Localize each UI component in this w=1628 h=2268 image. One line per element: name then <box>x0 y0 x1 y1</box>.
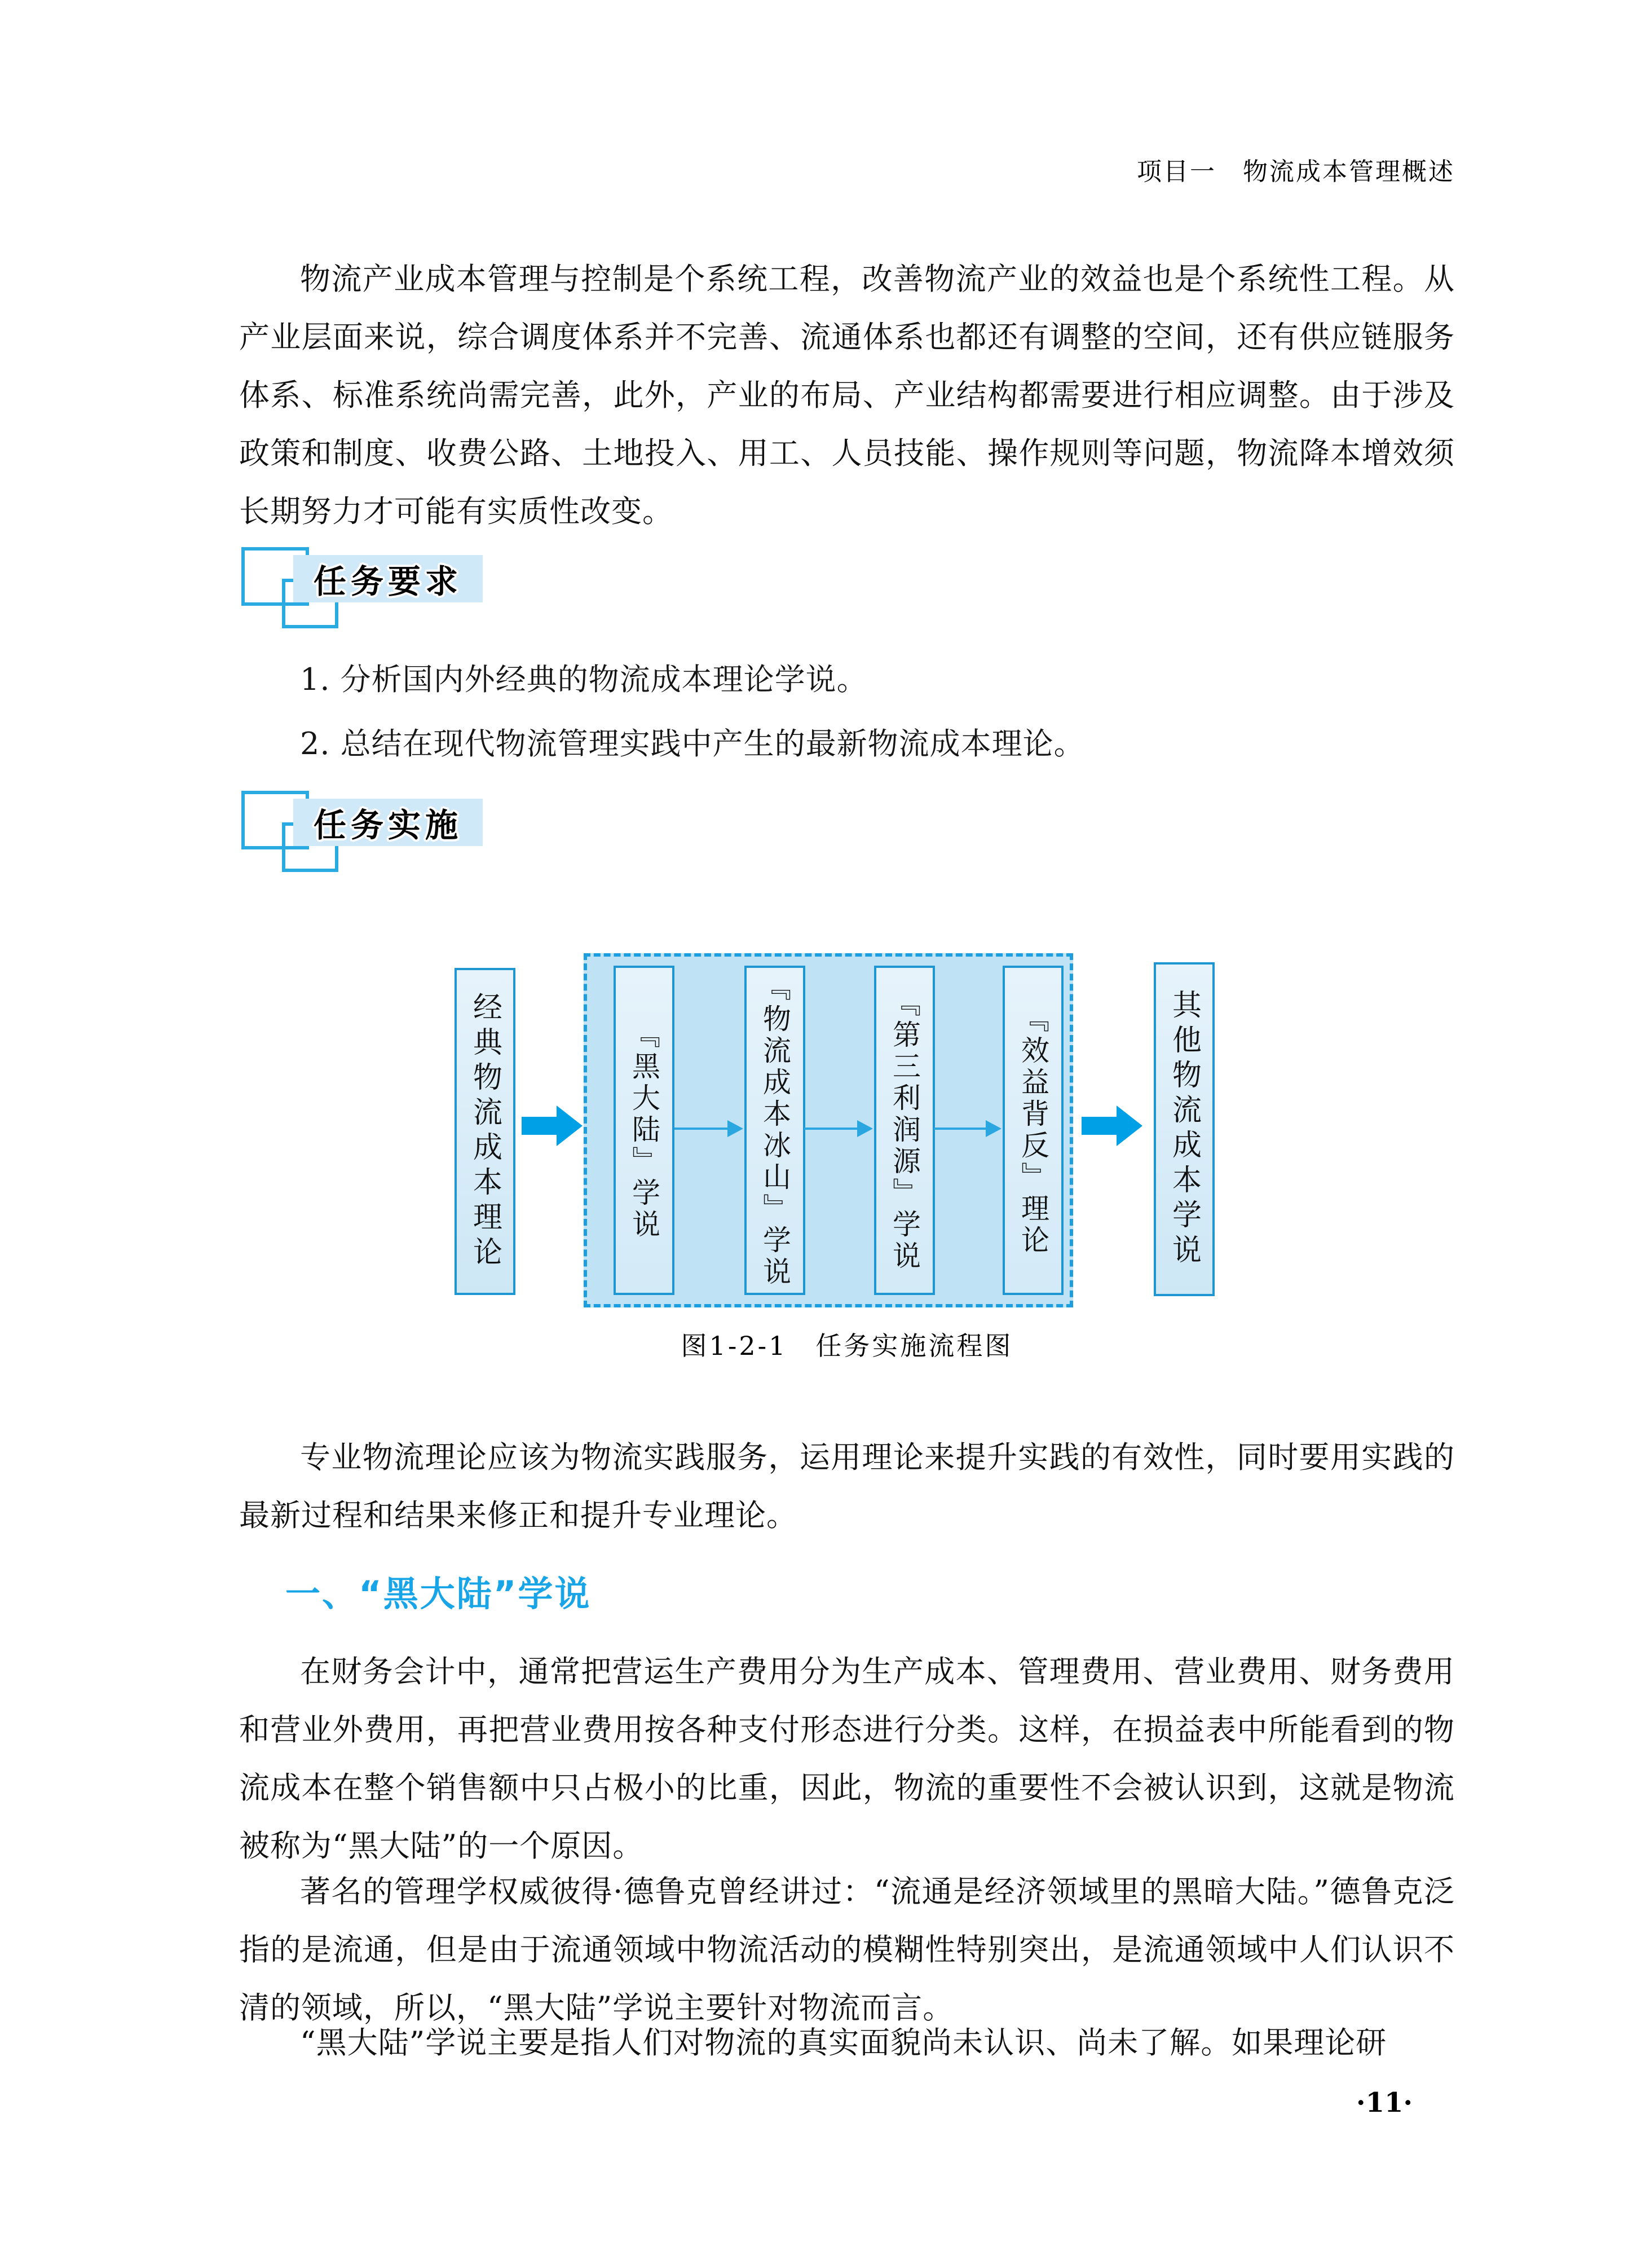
page-header: 项目一 物流成本管理概述 <box>1137 157 1455 186</box>
diagram-box-black-continent: 『黑大陆』学说 <box>614 966 674 1295</box>
section1-paragraph-3: “黑大陆”学说主要是指人们对物流的真实面貌尚未认识、尚未了解。如果理论研 <box>300 2025 1387 2060</box>
section-heading-black-continent: 一、“黑大陆”学说 <box>285 1573 592 1614</box>
diagram-box-other-theories: 其他物流成本学说 <box>1154 962 1215 1296</box>
task-implementation-title: 任务实施 <box>293 799 483 846</box>
figure-caption: 图1-2-1 任务实施流程图 <box>681 1331 1013 1361</box>
diagram-dashed-container <box>584 953 1073 1307</box>
diagram-box-cost-iceberg: 『物流成本冰山』学说 <box>744 966 805 1295</box>
arrow-head <box>1117 1106 1142 1146</box>
right-arrow-icon <box>934 1128 987 1130</box>
page-number: ·11· <box>1356 2087 1413 2119</box>
right-arrow-icon <box>804 1128 858 1130</box>
task-requirements-banner <box>239 545 634 652</box>
right-arrow-icon <box>674 1128 729 1130</box>
task-requirement-item-2: 2. 总结在现代物流管理实践中产生的最新物流成本理论。 <box>300 726 1085 761</box>
diagram-box-third-profit-source: 『第三利润源』学说 <box>874 966 935 1295</box>
arrow-head <box>557 1106 583 1146</box>
arrow-bar <box>1082 1117 1117 1135</box>
section1-paragraph-2: 著名的管理学权威彼得·德鲁克曾经讲过：“流通是经济领域里的黑暗大陆。”德鲁克泛指的是流通，但是由于流通领域中物流活动的模糊性特别突出，是流通领域中人们认识不清的领域，所以，“黑大陆”学说主要针对物流而言。 <box>239 1874 1455 2025</box>
theory-paragraph: 专业物流理论应该为物流实践服务，运用理论来提升实践的有效性，同时要用实践的最新过程和结果来修正和提升专业理论。 <box>239 1439 1455 1533</box>
diagram-box-classic-theory: 经典物流成本理论 <box>455 968 515 1295</box>
task-requirements-title: 任务要求 <box>293 555 483 602</box>
intro-paragraph: 物流产业成本管理与控制是个系统工程，改善物流产业的效益也是个系统性工程。从产业层面来说，综合调度体系并不完善、流通体系也都还有调整的空间，还有供应链服务体系、标准系统尚需完善，此外，产业的布局、产业结构都需要进行相应调整。由于涉及政策和制度、收费公路、土地投入、用工、人员技能、操作规则等问题，物流降本增效须长期努力才可能有实质性改变。 <box>239 261 1455 529</box>
task-requirement-item-1: 1. 分析国内外经典的物流成本理论学说。 <box>300 662 868 697</box>
task-implementation-banner <box>239 789 634 896</box>
diagram-box-benefit-tradeoff: 『效益背反』理论 <box>1003 966 1064 1295</box>
arrow-bar <box>522 1117 557 1135</box>
section1-paragraph-1: 在财务会计中，通常把营运生产费用分为生产成本、管理费用、营业费用、财务费用和营业外费用，再把营业费用按各种支付形态进行分类。这样，在损益表中所能看到的物流成本在整个销售额中只占极小的比重，因此，物流的重要性不会被认识到，这就是物流被称为“黑大陆”的一个原因。 <box>239 1654 1455 1864</box>
